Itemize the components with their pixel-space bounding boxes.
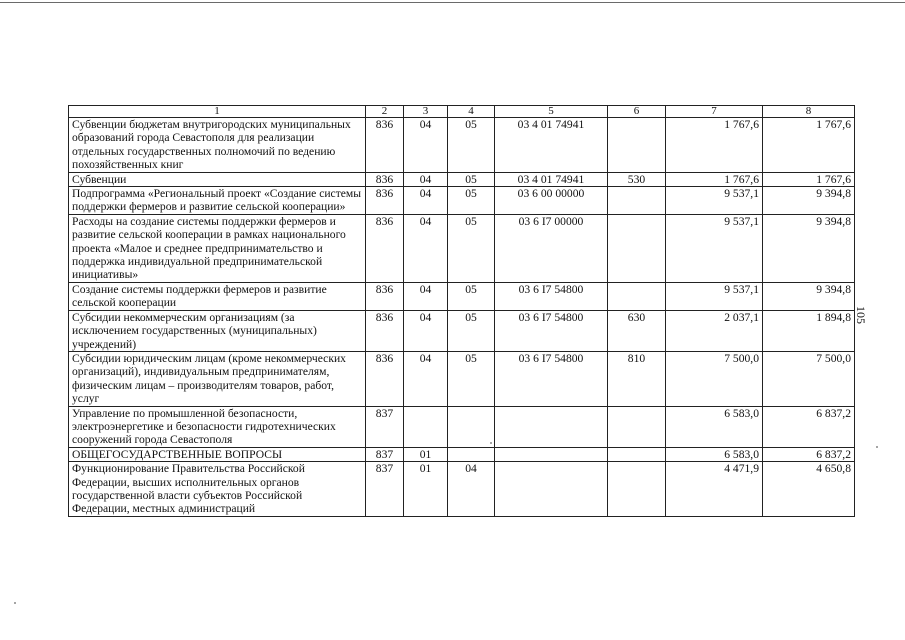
amount-year-2: 7 500,0 [763, 351, 855, 406]
subsection-code: 05 [448, 187, 495, 215]
target-article-code [495, 447, 608, 461]
subsection-code: 05 [448, 118, 495, 173]
amount-year-2: 4 650,8 [763, 462, 855, 517]
scan-speck [876, 446, 878, 448]
header-cell: 3 [404, 106, 448, 118]
expense-type-code [608, 447, 666, 461]
table-row [69, 447, 855, 461]
expense-name: Подпрограмма «Региональный проект «Создание системы поддержки фермеров и развитие сельской кооперации» [69, 187, 366, 215]
target-article-code: 03 6 I7 00000 [495, 214, 608, 282]
section-code: 04 [404, 118, 448, 173]
amount-year-2: 9 394,8 [763, 214, 855, 282]
header-cell: 2 [366, 106, 404, 118]
header-cell: 5 [495, 106, 608, 118]
amount-year-2: 9 394,8 [763, 282, 855, 310]
budget-table [68, 105, 855, 517]
page-number: 105 [854, 306, 868, 324]
scan-noise-line [10, 596, 890, 598]
expense-name: Создание системы поддержки фермеров и развитие сельской кооперации [69, 282, 366, 310]
amount-year-1: 9 537,1 [666, 214, 763, 282]
expense-type-code [608, 118, 666, 173]
table-row [69, 406, 855, 447]
header-cell: 4 [448, 106, 495, 118]
table-header-row [69, 106, 855, 118]
amount-year-2: 6 837,2 [763, 406, 855, 447]
target-article-code: 03 6 I7 54800 [495, 310, 608, 351]
expense-name: Функционирование Правительства Российской Федерации, высших исполнительных органов государственной власти субъектов Российской Федерации, местных администраций [69, 462, 366, 517]
amount-year-1: 9 537,1 [666, 187, 763, 215]
header-cell: 6 [608, 106, 666, 118]
subsection-code: 05 [448, 351, 495, 406]
section-code [404, 406, 448, 447]
section-code: 04 [404, 282, 448, 310]
amount-year-2: 1 767,6 [763, 172, 855, 186]
expense-type-code [608, 462, 666, 517]
amount-year-2: 9 394,8 [763, 187, 855, 215]
table-row [69, 462, 855, 517]
expense-type-code [608, 282, 666, 310]
grbs-code: 837 [366, 406, 404, 447]
expense-type-code [608, 187, 666, 215]
subsection-code: 04 [448, 462, 495, 517]
table-row [69, 187, 855, 215]
grbs-code: 836 [366, 351, 404, 406]
subsection-code [448, 406, 495, 447]
expense-name: Субсидии юридическим лицам (кроме некоммерческих организаций), индивидуальным предпринимателям, физическим лицам – производителям товаров, работ, услуг [69, 351, 366, 406]
grbs-code: 836 [366, 310, 404, 351]
grbs-code: 837 [366, 462, 404, 517]
subsection-code: 05 [448, 282, 495, 310]
expense-name: Расходы на создание системы поддержки фермеров и развитие сельской кооперации в рамках национального проекта «Малое и среднее предпринимательство и поддержка индивидуальной предпринимательской инициативы» [69, 214, 366, 282]
scan-top-edge [0, 2, 905, 3]
amount-year-2: 6 837,2 [763, 447, 855, 461]
expense-type-code [608, 406, 666, 447]
subsection-code: 05 [448, 310, 495, 351]
expense-name: ОБЩЕГОСУДАРСТВЕННЫЕ ВОПРОСЫ [69, 447, 366, 461]
target-article-code: 03 6 I7 54800 [495, 282, 608, 310]
table-row [69, 214, 855, 282]
expense-name: Управление по промышленной безопасности, электроэнергетике и безопасности гидротехнических сооружений города Севастополя [69, 406, 366, 447]
header-cell: 7 [666, 106, 763, 118]
table-row [69, 282, 855, 310]
amount-year-1: 1 767,6 [666, 118, 763, 173]
grbs-code: 836 [366, 187, 404, 215]
grbs-code: 836 [366, 214, 404, 282]
scan-speck [490, 442, 492, 444]
grbs-code: 836 [366, 118, 404, 173]
section-code: 01 [404, 462, 448, 517]
expense-name: Субвенции бюджетам внутригородских муниципальных образований города Севастополя для реализации отдельных государственных полномочий по ведению похозяйственных книг [69, 118, 366, 173]
amount-year-1: 6 583,0 [666, 406, 763, 447]
expense-name: Субсидии некоммерческим организациям (за исключением государственных (муниципальных) учреждений) [69, 310, 366, 351]
subsection-code: 05 [448, 214, 495, 282]
grbs-code: 837 [366, 447, 404, 461]
section-code: 04 [404, 172, 448, 186]
table-row [69, 118, 855, 173]
amount-year-1: 1 767,6 [666, 172, 763, 186]
table-row [69, 310, 855, 351]
amount-year-1: 6 583,0 [666, 447, 763, 461]
expense-type-code: 630 [608, 310, 666, 351]
target-article-code: 03 4 01 74941 [495, 172, 608, 186]
expense-type-code: 810 [608, 351, 666, 406]
target-article-code [495, 462, 608, 517]
section-code: 04 [404, 351, 448, 406]
grbs-code: 836 [366, 282, 404, 310]
amount-year-2: 1 894,8 [763, 310, 855, 351]
scan-speck [14, 602, 16, 604]
header-cell: 8 [763, 106, 855, 118]
table-row [69, 172, 855, 186]
section-code: 01 [404, 447, 448, 461]
target-article-code [495, 406, 608, 447]
amount-year-1: 7 500,0 [666, 351, 763, 406]
target-article-code: 03 4 01 74941 [495, 118, 608, 173]
amount-year-1: 2 037,1 [666, 310, 763, 351]
grbs-code: 836 [366, 172, 404, 186]
subsection-code [448, 447, 495, 461]
table-row [69, 351, 855, 406]
amount-year-1: 9 537,1 [666, 282, 763, 310]
amount-year-2: 1 767,6 [763, 118, 855, 173]
expense-name: Субвенции [69, 172, 366, 186]
header-cell: 1 [69, 106, 366, 118]
expense-type-code: 530 [608, 172, 666, 186]
section-code: 04 [404, 214, 448, 282]
amount-year-1: 4 471,9 [666, 462, 763, 517]
expense-type-code [608, 214, 666, 282]
section-code: 04 [404, 310, 448, 351]
section-code: 04 [404, 187, 448, 215]
subsection-code: 05 [448, 172, 495, 186]
target-article-code: 03 6 00 00000 [495, 187, 608, 215]
target-article-code: 03 6 I7 54800 [495, 351, 608, 406]
